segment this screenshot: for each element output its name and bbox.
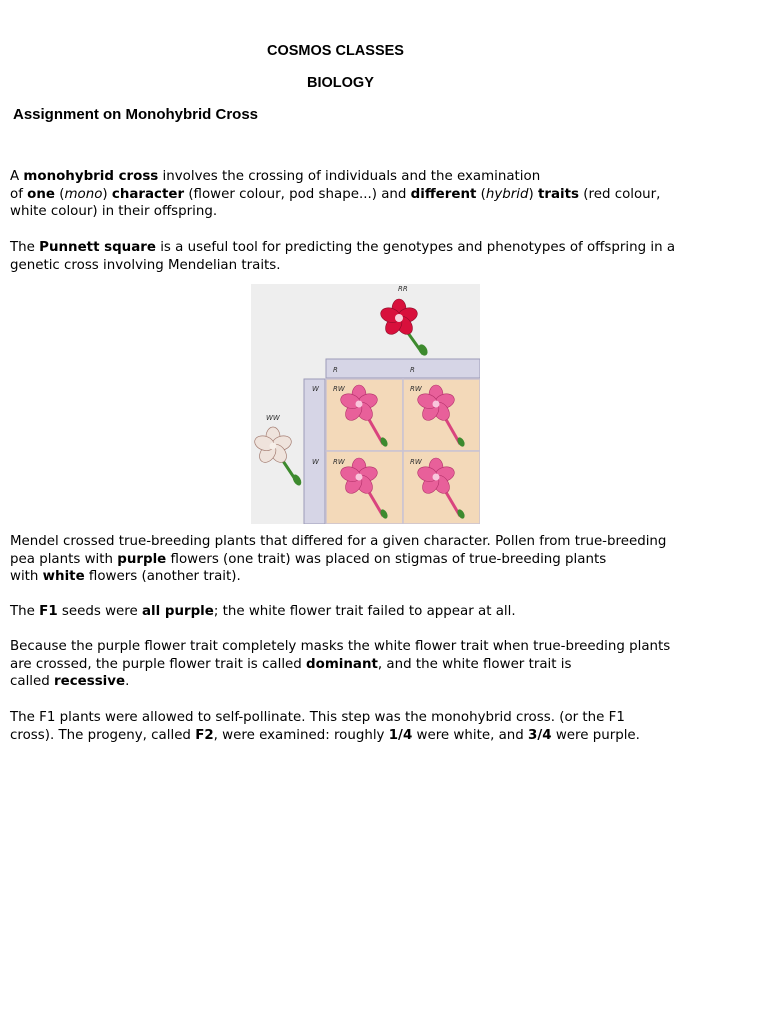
text-run: , and the white flower trait is bbox=[377, 656, 572, 672]
paragraph-monohybrid-definition bbox=[10, 168, 750, 221]
column-header-label: R bbox=[410, 366, 415, 374]
school-name: COSMOS CLASSES bbox=[267, 43, 404, 59]
term-monohybrid-cross: monohybrid cross bbox=[23, 169, 159, 184]
term-different: different bbox=[410, 186, 477, 202]
text-run: (flower colour, pod shape...) and bbox=[184, 186, 411, 202]
text-line bbox=[10, 603, 750, 621]
text-line: Mendel crossed true-breeding plants that differed for a given character. Pollen from true-breeding bbox=[10, 534, 667, 549]
assignment-title: Assignment on Monohybrid Cross bbox=[13, 106, 259, 123]
text-run: ( bbox=[476, 186, 486, 202]
text-run: involves the crossing of individuals and the examination bbox=[158, 169, 541, 184]
term-white: white bbox=[42, 569, 85, 584]
cell-genotype-label: RW bbox=[410, 458, 422, 466]
column-header-label: R bbox=[333, 366, 338, 374]
text-run: were white, and bbox=[412, 727, 529, 743]
text-run: ) bbox=[102, 186, 112, 202]
term-dominant: dominant bbox=[306, 656, 378, 672]
term-character: character bbox=[111, 186, 185, 202]
parent-top-label: RR bbox=[398, 285, 408, 293]
text-run: ; the white flower trait failed to appear at all. bbox=[213, 604, 516, 619]
text-line bbox=[10, 239, 750, 257]
text-line bbox=[10, 656, 750, 674]
paragraph-mendel-cross bbox=[10, 533, 750, 586]
term-all-purple: all purple bbox=[141, 604, 214, 619]
text-line bbox=[10, 727, 750, 745]
text-line: white colour) in their offspring. bbox=[10, 204, 218, 219]
text-run: . bbox=[125, 674, 130, 689]
paragraph-f2-results bbox=[10, 709, 750, 744]
term-f2: F2 bbox=[195, 727, 214, 743]
text-run: of bbox=[10, 186, 28, 202]
subject-title: BIOLOGY bbox=[307, 75, 374, 91]
paragraph-punnett-square bbox=[10, 239, 750, 274]
text-line bbox=[10, 186, 750, 204]
text-run: with bbox=[10, 569, 43, 584]
text-run: cross). The progeny, called bbox=[10, 727, 196, 743]
term-f1: F1 bbox=[39, 604, 58, 619]
text-run: flowers (another trait). bbox=[84, 569, 241, 584]
ratio-one-quarter: 1/4 bbox=[388, 727, 413, 743]
text-run: ( bbox=[55, 186, 65, 202]
paragraph-f1-seeds bbox=[10, 603, 750, 621]
paragraph-dominant-recessive bbox=[10, 638, 750, 691]
text-line bbox=[10, 673, 750, 691]
text-run: pea plants with bbox=[10, 551, 118, 567]
text-line bbox=[10, 551, 750, 569]
text-line: Because the purple flower trait completely masks the white flower trait when true-breeding plants bbox=[10, 639, 671, 654]
text-line bbox=[10, 168, 750, 186]
text-run: , were examined: roughly bbox=[213, 727, 389, 743]
term-one: one bbox=[27, 186, 55, 202]
text-run: are crossed, the purple flower trait is called bbox=[10, 656, 307, 672]
text-run: were purple. bbox=[551, 727, 640, 743]
text-line: genetic cross involving Mendelian traits. bbox=[10, 257, 281, 273]
punnett-square-figure bbox=[251, 284, 480, 524]
cell-genotype-label: RW bbox=[410, 385, 422, 393]
cell-genotype-label: RW bbox=[333, 385, 345, 393]
row-header-label: W bbox=[312, 458, 319, 466]
text-run: seeds were bbox=[57, 604, 142, 619]
term-hybrid: hybrid bbox=[485, 186, 529, 202]
text-line bbox=[10, 568, 750, 586]
cell-genotype-label: RW bbox=[333, 458, 345, 466]
row-header-label: W bbox=[312, 385, 319, 393]
column-header-strip bbox=[326, 359, 480, 378]
parent-left-label: WW bbox=[266, 414, 280, 422]
row-header-strip bbox=[304, 379, 325, 524]
text-run: (red colour, bbox=[579, 186, 661, 202]
term-purple: purple bbox=[117, 551, 167, 567]
text-run: The bbox=[10, 240, 40, 255]
term-recessive: recessive bbox=[54, 674, 126, 689]
text-run: A bbox=[10, 169, 24, 184]
text-run: flowers (one trait) was placed on stigmas of true-breeding plants bbox=[166, 551, 607, 567]
text-run: is a useful tool for predicting the genotypes and phenotypes of offspring in a bbox=[155, 240, 676, 255]
term-traits: traits bbox=[538, 186, 580, 202]
text-run: The bbox=[10, 604, 40, 619]
term-mono: mono bbox=[64, 186, 103, 202]
text-run: ) bbox=[528, 186, 538, 202]
ratio-three-quarters: 3/4 bbox=[528, 727, 552, 743]
text-line: The F1 plants were allowed to self-pollinate. This step was the monohybrid cross. (or the F1 bbox=[10, 710, 625, 725]
text-run: called bbox=[10, 674, 55, 689]
term-punnett-square: Punnett square bbox=[39, 240, 156, 255]
